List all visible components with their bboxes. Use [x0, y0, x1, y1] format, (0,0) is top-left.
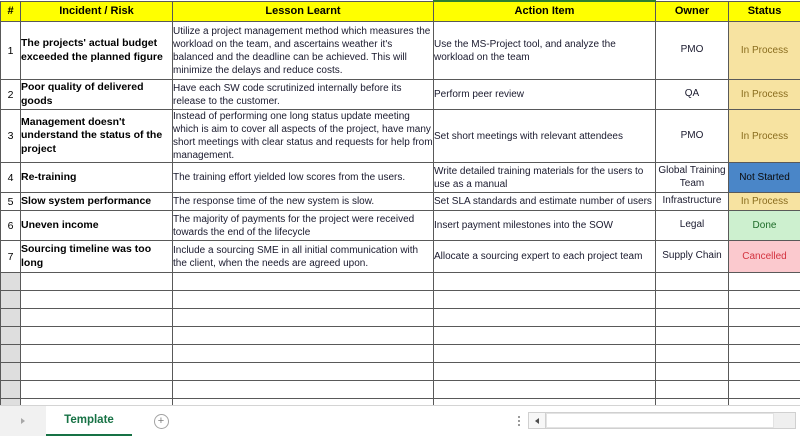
owner-cell[interactable]: QA — [656, 80, 729, 110]
empty-table-row — [1, 309, 800, 327]
action-item-cell[interactable]: Set SLA standards and estimate number of users — [434, 193, 656, 211]
row-number-cell[interactable]: 6 — [1, 211, 21, 241]
lesson-learnt-cell[interactable]: Instead of performing one long status update meeting which is aim to cover all aspects of the project, have many short meetings with clear status and requests for help from management. — [173, 111, 433, 161]
owner-cell[interactable]: Global Training Team — [656, 163, 729, 193]
column-header-owner[interactable]: Owner — [656, 1, 729, 22]
table-header-row — [1, 1, 800, 22]
empty-cell[interactable] — [173, 363, 434, 381]
empty-cell[interactable] — [729, 345, 800, 363]
incident-risk-cell[interactable]: Re-training — [21, 163, 173, 193]
incident-risk-cell[interactable]: Slow system performance — [21, 193, 173, 211]
owner-cell[interactable]: PMO — [656, 110, 729, 163]
empty-cell[interactable] — [173, 381, 434, 399]
empty-cell[interactable] — [173, 327, 434, 345]
sheet-tab-template[interactable]: Template — [46, 406, 132, 436]
empty-cell[interactable] — [21, 381, 173, 399]
table-row — [1, 163, 800, 193]
empty-cell[interactable] — [729, 327, 800, 345]
empty-table-row — [1, 381, 800, 399]
table-row — [1, 241, 800, 273]
empty-cell[interactable] — [434, 291, 656, 309]
owner-cell[interactable]: Supply Chain — [656, 241, 729, 273]
incident-risk-cell[interactable]: Management doesn't understand the status of the project — [21, 110, 173, 163]
empty-cell[interactable] — [729, 381, 800, 399]
lesson-learnt-cell[interactable]: The response time of the new system is slow. — [173, 193, 434, 211]
status-cell[interactable]: Cancelled — [729, 241, 800, 273]
empty-table-row — [1, 345, 800, 363]
row-number-cell[interactable]: 7 — [1, 241, 21, 273]
arrow-left-icon[interactable] — [535, 418, 539, 424]
plus-circle-icon[interactable]: + — [154, 414, 169, 429]
chevron-right-icon[interactable] — [21, 418, 25, 424]
row-number-cell[interactable]: 4 — [1, 163, 21, 193]
empty-cell[interactable] — [21, 345, 173, 363]
sheet-tab-bar — [0, 405, 800, 436]
action-item-cell[interactable]: Use the MS-Project tool, and analyze the workload on the team — [434, 22, 656, 80]
empty-cell[interactable] — [729, 363, 800, 381]
action-item-cell[interactable]: Perform peer review — [434, 80, 656, 110]
empty-table-row — [1, 291, 800, 309]
empty-cell[interactable] — [656, 327, 729, 345]
row-number-cell[interactable]: 3 — [1, 110, 21, 163]
status-cell[interactable]: In Process — [729, 193, 800, 211]
empty-row-number-cell[interactable] — [1, 381, 21, 399]
action-item-cell[interactable]: Insert payment milestones into the SOW — [434, 211, 656, 241]
empty-cell[interactable] — [173, 345, 434, 363]
table-row — [1, 22, 800, 80]
row-number-cell[interactable]: 5 — [1, 193, 21, 211]
table-row — [1, 80, 800, 110]
empty-cell[interactable] — [173, 309, 434, 327]
incident-risk-cell[interactable]: Poor quality of delivered goods — [21, 80, 173, 110]
empty-cell[interactable] — [729, 291, 800, 309]
status-cell[interactable]: In Process — [729, 22, 800, 80]
empty-cell[interactable] — [173, 291, 434, 309]
incident-risk-cell[interactable]: Uneven income — [21, 211, 173, 241]
column-header-action-item[interactable]: Action Item — [434, 1, 656, 22]
owner-cell[interactable]: Legal — [656, 211, 729, 241]
empty-cell[interactable] — [656, 291, 729, 309]
owner-cell[interactable]: PMO — [656, 22, 729, 80]
table-header — [1, 1, 800, 22]
table-row — [1, 193, 800, 211]
empty-table-row — [1, 327, 800, 345]
incident-risk-cell[interactable]: Sourcing timeline was too long — [21, 241, 173, 273]
empty-cell[interactable] — [729, 309, 800, 327]
action-item-cell[interactable]: Set short meetings with relevant attendees — [434, 110, 656, 163]
empty-cell[interactable] — [656, 309, 729, 327]
empty-cell[interactable] — [434, 363, 656, 381]
empty-cell[interactable] — [434, 327, 656, 345]
empty-table-row — [1, 273, 800, 291]
empty-cell[interactable] — [21, 291, 173, 309]
empty-cell[interactable] — [729, 273, 800, 291]
status-cell[interactable]: Done — [729, 211, 800, 241]
empty-row-number-cell[interactable] — [1, 309, 21, 327]
empty-cell[interactable] — [656, 273, 729, 291]
empty-cell[interactable] — [21, 309, 173, 327]
lesson-learnt-cell[interactable]: Have each SW code scrutinized internally before its release to the customer. — [173, 80, 434, 110]
action-item-cell[interactable]: Write detailed training materials for the users to use as a manual — [434, 163, 656, 193]
empty-cell[interactable] — [21, 327, 173, 345]
lesson-learnt-cell[interactable]: The majority of payments for the project were received towards the end of the lifecycle — [173, 211, 434, 241]
empty-cell[interactable] — [173, 273, 434, 291]
scrollbar-track[interactable] — [546, 412, 796, 429]
scrollbar-thumb[interactable] — [546, 413, 774, 428]
action-item-cell[interactable]: Allocate a sourcing expert to each project team — [434, 241, 656, 273]
empty-cell[interactable] — [434, 273, 656, 291]
empty-row-number-cell[interactable] — [1, 291, 21, 309]
empty-cell[interactable] — [656, 381, 729, 399]
table-row — [1, 211, 800, 241]
empty-cell[interactable] — [21, 363, 173, 381]
table-row — [1, 110, 800, 163]
status-cell[interactable]: In Process — [729, 110, 800, 163]
empty-cell[interactable] — [656, 345, 729, 363]
incident-risk-cell[interactable]: The projects' actual budget exceeded the planned figure — [21, 22, 173, 80]
empty-row-number-cell[interactable] — [1, 363, 21, 381]
lesson-learnt-cell[interactable]: Include a sourcing SME in all initial communication with the client, when the needs are agreed upon. — [173, 241, 434, 273]
empty-cell[interactable] — [21, 273, 173, 291]
empty-table-row — [1, 363, 800, 381]
scroll-left-button[interactable] — [528, 412, 546, 429]
empty-cell[interactable] — [434, 381, 656, 399]
column-header-number[interactable]: # — [1, 1, 21, 22]
empty-row-number-cell[interactable] — [1, 327, 21, 345]
empty-cell[interactable] — [434, 345, 656, 363]
lesson-learnt-cell[interactable]: Utilize a project management method which measures the workload on the team, and ascertains weather it's balanced and the deadline can be achieved. This will minimize the delays and reduce costs. — [173, 22, 434, 80]
empty-cell[interactable] — [656, 363, 729, 381]
status-cell[interactable]: In Process — [729, 80, 800, 110]
owner-cell[interactable]: Infrastructure — [656, 193, 729, 211]
add-sheet-button[interactable] — [132, 406, 190, 436]
grip-dots-icon[interactable] — [514, 414, 524, 428]
row-number-cell[interactable]: 2 — [1, 80, 21, 110]
status-cell[interactable]: Not Started — [729, 163, 800, 193]
sheet-nav-buttons[interactable] — [0, 406, 46, 436]
empty-cell[interactable] — [434, 309, 656, 327]
horizontal-scrollbar[interactable] — [514, 412, 796, 429]
column-header-status[interactable]: Status — [729, 1, 800, 22]
row-number-cell[interactable]: 1 — [1, 22, 21, 80]
empty-row-number-cell[interactable] — [1, 345, 21, 363]
column-header-lesson-learnt[interactable]: Lesson Learnt — [173, 1, 434, 22]
column-header-incident-risk[interactable]: Incident / Risk — [21, 1, 173, 22]
empty-row-number-cell[interactable] — [1, 273, 21, 291]
lesson-learnt-cell[interactable]: The training effort yielded low scores from the users. — [173, 163, 434, 193]
table-body — [1, 22, 800, 406]
